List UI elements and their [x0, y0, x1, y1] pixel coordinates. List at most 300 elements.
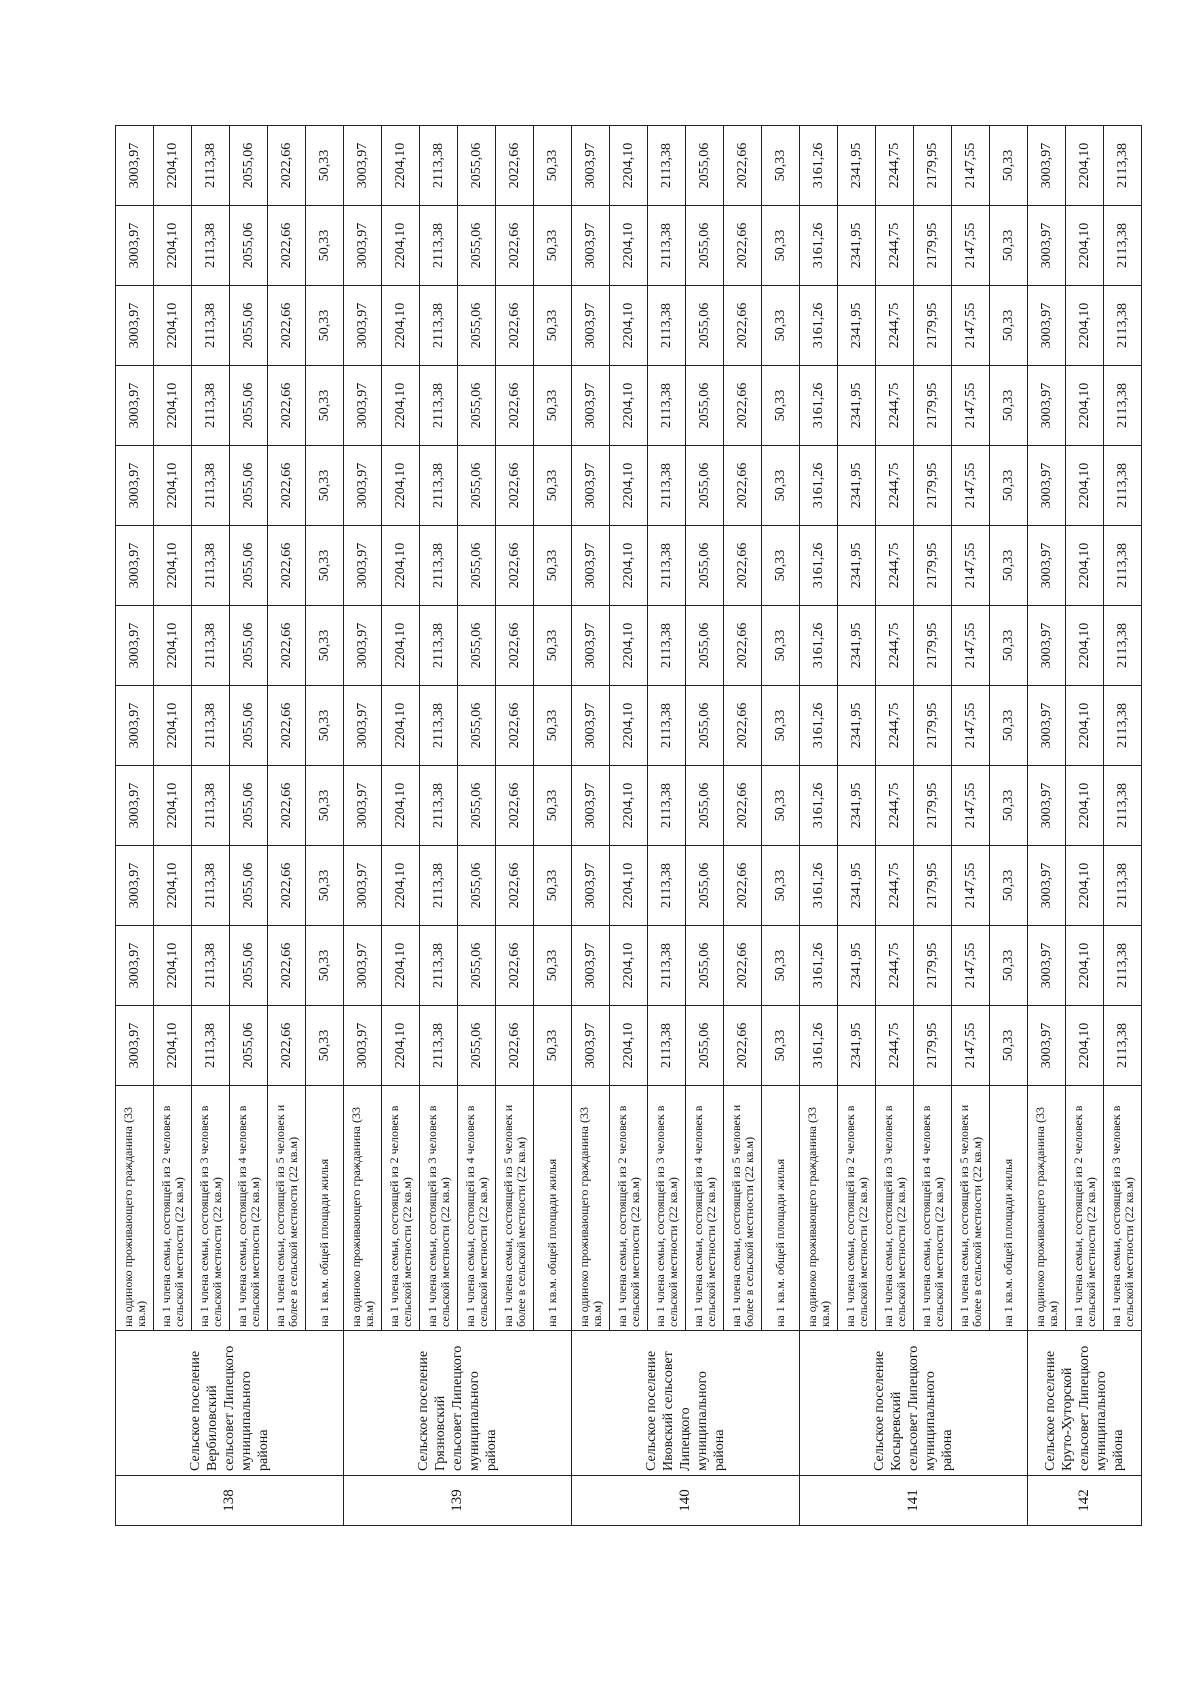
value-cell: 2113,38 — [648, 686, 686, 766]
row-number: 141 — [800, 1476, 1028, 1526]
value-cell: 2204,10 — [382, 206, 420, 286]
value-cell: 50,33 — [534, 286, 572, 366]
value-cell: 3003,97 — [116, 1006, 154, 1086]
table-body — [116, 126, 1142, 1526]
value-cell: 2179,95 — [914, 1006, 952, 1086]
value-cell: 50,33 — [534, 206, 572, 286]
value-cell: 50,33 — [990, 1006, 1028, 1086]
value-cell: 3003,97 — [344, 766, 382, 846]
value-cell: 50,33 — [990, 126, 1028, 206]
value-cell: 2022,66 — [724, 846, 762, 926]
value-cell: 2055,06 — [686, 1006, 724, 1086]
value-cell: 2022,66 — [496, 1006, 534, 1086]
value-cell: 2022,66 — [724, 206, 762, 286]
value-cell: 50,33 — [306, 846, 344, 926]
value-cell: 2022,66 — [268, 366, 306, 446]
value-cell: 2179,95 — [914, 846, 952, 926]
norm-description: на 1 члена семьи, состоящей из 3 человек в сельской местности (22 кв.м) — [876, 1086, 914, 1331]
value-cell: 2204,10 — [382, 1006, 420, 1086]
value-cell: 3003,97 — [344, 526, 382, 606]
value-cell: 2022,66 — [268, 686, 306, 766]
value-cell: 50,33 — [762, 126, 800, 206]
value-cell: 2113,38 — [420, 366, 458, 446]
value-cell: 2022,66 — [268, 846, 306, 926]
value-cell: 2113,38 — [648, 606, 686, 686]
value-cell: 2341,95 — [838, 286, 876, 366]
value-cell: 2055,06 — [686, 206, 724, 286]
value-cell: 2341,95 — [838, 926, 876, 1006]
value-cell: 2113,38 — [192, 206, 230, 286]
norm-description: на 1 члена семьи, состоящей из 5 человек и более в сельской местности (22 кв.м) — [724, 1086, 762, 1331]
value-cell: 50,33 — [990, 926, 1028, 1006]
value-cell: 2147,55 — [952, 766, 990, 846]
value-cell: 2204,10 — [154, 926, 192, 1006]
value-cell: 3003,97 — [572, 926, 610, 1006]
value-cell: 2204,10 — [1066, 606, 1104, 686]
value-cell: 2204,10 — [154, 526, 192, 606]
row-number: 142 — [1028, 1476, 1142, 1526]
value-cell: 3003,97 — [572, 1006, 610, 1086]
value-cell: 2113,38 — [420, 286, 458, 366]
value-cell: 2022,66 — [268, 206, 306, 286]
value-cell: 3161,26 — [800, 606, 838, 686]
norm-description: на одиноко проживающего гражданина (33 кв.м) — [800, 1086, 838, 1331]
value-cell: 2022,66 — [724, 1006, 762, 1086]
value-cell: 2055,06 — [230, 1006, 268, 1086]
value-cell: 2204,10 — [1066, 286, 1104, 366]
value-cell: 3003,97 — [116, 526, 154, 606]
norm-description: на 1 члена семьи, состоящей из 4 человек в сельской местности (22 кв.м) — [230, 1086, 268, 1331]
value-cell: 2244,75 — [876, 926, 914, 1006]
value-cell: 50,33 — [762, 366, 800, 446]
table-row — [230, 126, 268, 1526]
value-cell: 50,33 — [762, 846, 800, 926]
value-cell: 3003,97 — [116, 926, 154, 1006]
table-row — [458, 126, 496, 1526]
value-cell: 2055,06 — [458, 766, 496, 846]
value-cell: 2244,75 — [876, 686, 914, 766]
value-cell: 2055,06 — [686, 766, 724, 846]
value-cell: 3003,97 — [1028, 846, 1066, 926]
value-cell: 50,33 — [306, 926, 344, 1006]
value-cell: 50,33 — [534, 126, 572, 206]
value-cell: 3003,97 — [344, 446, 382, 526]
value-cell: 2113,38 — [192, 446, 230, 526]
value-cell: 2113,38 — [420, 846, 458, 926]
value-cell: 2113,38 — [192, 286, 230, 366]
value-cell: 2113,38 — [1104, 686, 1142, 766]
value-cell: 2204,10 — [154, 846, 192, 926]
value-cell: 50,33 — [762, 926, 800, 1006]
norm-description: на одиноко проживающего гражданина (33 кв.м) — [344, 1086, 382, 1331]
value-cell: 3003,97 — [344, 206, 382, 286]
value-cell: 2113,38 — [420, 526, 458, 606]
value-cell: 2055,06 — [686, 446, 724, 526]
value-cell: 50,33 — [762, 206, 800, 286]
value-cell: 2113,38 — [192, 846, 230, 926]
value-cell: 2204,10 — [610, 206, 648, 286]
table-row — [268, 126, 306, 1526]
value-cell: 2341,95 — [838, 766, 876, 846]
table-row — [382, 126, 420, 1526]
value-cell: 2113,38 — [648, 446, 686, 526]
value-cell: 2204,10 — [382, 526, 420, 606]
norm-description: на 1 кв.м. общей площади жилья — [534, 1086, 572, 1331]
norm-description: на одиноко проживающего гражданина (33 кв.м) — [116, 1086, 154, 1331]
value-cell: 50,33 — [762, 686, 800, 766]
norm-description: на 1 кв.м. общей площади жилья — [306, 1086, 344, 1331]
value-cell: 2341,95 — [838, 686, 876, 766]
value-cell: 3003,97 — [572, 286, 610, 366]
value-cell: 3003,97 — [1028, 366, 1066, 446]
value-cell: 2204,10 — [382, 766, 420, 846]
value-cell: 2147,55 — [952, 286, 990, 366]
value-cell: 2055,06 — [686, 846, 724, 926]
table-row — [496, 126, 534, 1526]
norm-description: на 1 члена семьи, состоящей из 4 человек в сельской местности (22 кв.м) — [914, 1086, 952, 1331]
value-cell: 2022,66 — [496, 766, 534, 846]
value-cell: 2055,06 — [458, 526, 496, 606]
value-cell: 3003,97 — [344, 606, 382, 686]
table-row — [914, 126, 952, 1526]
value-cell: 2022,66 — [496, 926, 534, 1006]
value-cell: 2204,10 — [382, 686, 420, 766]
value-cell: 2179,95 — [914, 286, 952, 366]
value-cell: 50,33 — [990, 606, 1028, 686]
value-cell: 3003,97 — [572, 526, 610, 606]
table-row — [572, 126, 610, 1526]
value-cell: 2022,66 — [268, 446, 306, 526]
value-cell: 3003,97 — [344, 686, 382, 766]
value-cell: 3161,26 — [800, 126, 838, 206]
value-cell: 2341,95 — [838, 846, 876, 926]
value-cell: 2204,10 — [610, 766, 648, 846]
value-cell: 3161,26 — [800, 286, 838, 366]
value-cell: 2055,06 — [458, 206, 496, 286]
value-cell: 2022,66 — [724, 366, 762, 446]
norm-description: на 1 члена семьи, состоящей из 2 человек в сельской местности (22 кв.м) — [382, 1086, 420, 1331]
value-cell: 2055,06 — [686, 606, 724, 686]
value-cell: 3161,26 — [800, 686, 838, 766]
value-cell: 2022,66 — [724, 606, 762, 686]
value-cell: 2055,06 — [230, 446, 268, 526]
value-cell: 3003,97 — [344, 286, 382, 366]
value-cell: 50,33 — [306, 286, 344, 366]
value-cell: 3003,97 — [1028, 526, 1066, 606]
table-row — [876, 126, 914, 1526]
value-cell: 2204,10 — [154, 606, 192, 686]
value-cell: 2204,10 — [1066, 686, 1104, 766]
value-cell: 2022,66 — [268, 926, 306, 1006]
value-cell: 2204,10 — [382, 606, 420, 686]
value-cell: 50,33 — [762, 766, 800, 846]
norm-description: на одиноко проживающего гражданина (33 кв.м) — [1028, 1086, 1066, 1331]
value-cell: 2204,10 — [1066, 846, 1104, 926]
value-cell: 2113,38 — [648, 846, 686, 926]
value-cell: 2147,55 — [952, 846, 990, 926]
value-cell: 2055,06 — [230, 206, 268, 286]
value-cell: 3003,97 — [116, 286, 154, 366]
value-cell: 2113,38 — [648, 526, 686, 606]
value-cell: 3003,97 — [1028, 206, 1066, 286]
value-cell: 2055,06 — [458, 286, 496, 366]
value-cell: 3161,26 — [800, 206, 838, 286]
value-cell: 3161,26 — [800, 766, 838, 846]
value-cell: 2055,06 — [458, 1006, 496, 1086]
value-cell: 3003,97 — [572, 206, 610, 286]
table-row — [762, 126, 800, 1526]
value-cell: 2113,38 — [420, 926, 458, 1006]
table-row — [154, 126, 192, 1526]
value-cell: 2113,38 — [1104, 126, 1142, 206]
table-row — [838, 126, 876, 1526]
value-cell: 50,33 — [534, 446, 572, 526]
value-cell: 2204,10 — [382, 446, 420, 526]
value-cell: 2204,10 — [1066, 766, 1104, 846]
value-cell: 2022,66 — [724, 446, 762, 526]
table-row — [990, 126, 1028, 1526]
value-cell: 3003,97 — [344, 366, 382, 446]
value-cell: 3003,97 — [344, 126, 382, 206]
value-cell: 3003,97 — [572, 846, 610, 926]
value-cell: 50,33 — [990, 766, 1028, 846]
value-cell: 2244,75 — [876, 846, 914, 926]
settlement-name: Сельское поселение Грязновский сельсовет Липецкого муниципального района — [344, 1331, 572, 1476]
value-cell: 2113,38 — [420, 206, 458, 286]
value-cell: 2179,95 — [914, 126, 952, 206]
row-number: 140 — [572, 1476, 800, 1526]
value-cell: 2055,06 — [458, 846, 496, 926]
value-cell: 2022,66 — [496, 846, 534, 926]
value-cell: 2147,55 — [952, 686, 990, 766]
table-row — [306, 126, 344, 1526]
value-cell: 3003,97 — [1028, 926, 1066, 1006]
value-cell: 2022,66 — [724, 526, 762, 606]
value-cell: 2055,06 — [686, 286, 724, 366]
value-cell: 2055,06 — [230, 766, 268, 846]
value-cell: 2204,10 — [1066, 926, 1104, 1006]
value-cell: 2113,38 — [1104, 286, 1142, 366]
value-cell: 50,33 — [990, 526, 1028, 606]
table-row — [724, 126, 762, 1526]
value-cell: 3003,97 — [344, 1006, 382, 1086]
value-cell: 2022,66 — [496, 606, 534, 686]
value-cell: 50,33 — [990, 286, 1028, 366]
value-cell: 2179,95 — [914, 606, 952, 686]
value-cell: 2113,38 — [192, 926, 230, 1006]
value-cell: 3003,97 — [116, 206, 154, 286]
value-cell: 2113,38 — [192, 686, 230, 766]
value-cell: 2204,10 — [1066, 206, 1104, 286]
value-cell: 2113,38 — [420, 606, 458, 686]
value-cell: 2055,06 — [458, 126, 496, 206]
value-cell: 50,33 — [990, 446, 1028, 526]
value-cell: 2204,10 — [1066, 446, 1104, 526]
value-cell: 2022,66 — [496, 446, 534, 526]
value-cell: 2204,10 — [610, 366, 648, 446]
value-cell: 2055,06 — [686, 366, 724, 446]
value-cell: 2204,10 — [610, 286, 648, 366]
value-cell: 50,33 — [990, 366, 1028, 446]
value-cell: 50,33 — [534, 766, 572, 846]
value-cell: 3161,26 — [800, 846, 838, 926]
value-cell: 2179,95 — [914, 206, 952, 286]
value-cell: 3161,26 — [800, 926, 838, 1006]
value-cell: 2113,38 — [1104, 446, 1142, 526]
table-row — [952, 126, 990, 1526]
value-cell: 2113,38 — [1104, 606, 1142, 686]
value-cell: 2022,66 — [268, 526, 306, 606]
value-cell: 3003,97 — [1028, 286, 1066, 366]
value-cell: 2022,66 — [268, 1006, 306, 1086]
norm-description: на 1 члена семьи, состоящей из 5 человек и более в сельской местности (22 кв.м) — [268, 1086, 306, 1331]
value-cell: 2204,10 — [610, 526, 648, 606]
value-cell: 2113,38 — [420, 686, 458, 766]
value-cell: 2113,38 — [1104, 206, 1142, 286]
table-row — [1066, 126, 1104, 1526]
value-cell: 50,33 — [762, 526, 800, 606]
value-cell: 2204,10 — [1066, 526, 1104, 606]
value-cell: 2113,38 — [1104, 766, 1142, 846]
value-cell: 2341,95 — [838, 206, 876, 286]
table-row — [800, 126, 838, 1526]
value-cell: 2204,10 — [382, 926, 420, 1006]
value-cell: 2055,06 — [686, 526, 724, 606]
value-cell: 2244,75 — [876, 766, 914, 846]
settlement-name: Сельское поселение Круто-Хуторской сельсовет Липецкого муниципального района — [1028, 1331, 1142, 1476]
row-number: 139 — [344, 1476, 572, 1526]
value-cell: 3003,97 — [1028, 766, 1066, 846]
value-cell: 2113,38 — [420, 126, 458, 206]
value-cell: 2055,06 — [230, 686, 268, 766]
value-cell: 2179,95 — [914, 766, 952, 846]
value-cell: 2055,06 — [458, 686, 496, 766]
value-cell: 2022,66 — [724, 686, 762, 766]
table-row — [648, 126, 686, 1526]
value-cell: 50,33 — [534, 366, 572, 446]
value-cell: 50,33 — [762, 1006, 800, 1086]
value-cell: 2055,06 — [230, 926, 268, 1006]
value-cell: 2179,95 — [914, 446, 952, 526]
value-cell: 2055,06 — [686, 686, 724, 766]
value-cell: 2341,95 — [838, 606, 876, 686]
value-cell: 50,33 — [762, 286, 800, 366]
value-cell: 3003,97 — [116, 366, 154, 446]
value-cell: 2113,38 — [192, 1006, 230, 1086]
value-cell: 3161,26 — [800, 1006, 838, 1086]
value-cell: 2113,38 — [192, 126, 230, 206]
value-cell: 2204,10 — [154, 766, 192, 846]
value-cell: 2204,10 — [154, 286, 192, 366]
value-cell: 2113,38 — [1104, 526, 1142, 606]
value-cell: 50,33 — [534, 526, 572, 606]
value-cell: 50,33 — [534, 686, 572, 766]
value-cell: 2113,38 — [648, 1006, 686, 1086]
value-cell: 3161,26 — [800, 366, 838, 446]
value-cell: 2113,38 — [648, 206, 686, 286]
value-cell: 2113,38 — [648, 286, 686, 366]
table-row — [1104, 126, 1142, 1526]
value-cell: 50,33 — [306, 446, 344, 526]
value-cell: 2055,06 — [458, 926, 496, 1006]
value-cell: 2055,06 — [230, 526, 268, 606]
settlement-name: Сельское поселение Ивовский сельсовет Липецкого муниципального района — [572, 1331, 800, 1476]
value-cell: 2055,06 — [230, 126, 268, 206]
value-cell: 2179,95 — [914, 926, 952, 1006]
value-cell: 50,33 — [534, 846, 572, 926]
norm-description: на 1 члена семьи, состоящей из 3 человек в сельской местности (22 кв.м) — [420, 1086, 458, 1331]
value-cell: 50,33 — [306, 766, 344, 846]
value-cell: 2244,75 — [876, 446, 914, 526]
settlement-name: Сельское поселение Вербиловский сельсовет Липецкого муниципального района — [116, 1331, 344, 1476]
tariff-table — [115, 125, 1142, 1526]
value-cell: 2022,66 — [496, 286, 534, 366]
value-cell: 2244,75 — [876, 206, 914, 286]
norm-description: на 1 члена семьи, состоящей из 3 человек в сельской местности (22 кв.м) — [1104, 1086, 1142, 1331]
value-cell: 2204,10 — [382, 126, 420, 206]
value-cell: 50,33 — [306, 526, 344, 606]
value-cell: 2204,10 — [610, 846, 648, 926]
value-cell: 2022,66 — [496, 686, 534, 766]
value-cell: 3003,97 — [116, 766, 154, 846]
norm-description: на 1 члена семьи, состоящей из 4 человек в сельской местности (22 кв.м) — [458, 1086, 496, 1331]
value-cell: 2113,38 — [192, 366, 230, 446]
row-number: 138 — [116, 1476, 344, 1526]
value-cell: 2204,10 — [154, 206, 192, 286]
value-cell: 2147,55 — [952, 926, 990, 1006]
value-cell: 3003,97 — [1028, 606, 1066, 686]
value-cell: 2022,66 — [496, 366, 534, 446]
value-cell: 2204,10 — [610, 1006, 648, 1086]
value-cell: 2341,95 — [838, 526, 876, 606]
value-cell: 3003,97 — [1028, 686, 1066, 766]
norm-description: на 1 члена семьи, состоящей из 3 человек в сельской местности (22 кв.м) — [648, 1086, 686, 1331]
value-cell: 2113,38 — [420, 446, 458, 526]
value-cell: 50,33 — [306, 1006, 344, 1086]
value-cell: 2204,10 — [1066, 1006, 1104, 1086]
value-cell: 2022,66 — [268, 766, 306, 846]
value-cell: 2113,38 — [648, 766, 686, 846]
value-cell: 3003,97 — [572, 686, 610, 766]
value-cell: 3003,97 — [116, 606, 154, 686]
table-row — [610, 126, 648, 1526]
norm-description: на 1 члена семьи, состоящей из 2 человек в сельской местности (22 кв.м) — [1066, 1086, 1104, 1331]
norm-description: на 1 члена семьи, состоящей из 3 человек в сельской местности (22 кв.м) — [192, 1086, 230, 1331]
value-cell: 2022,66 — [724, 286, 762, 366]
value-cell: 3003,97 — [572, 446, 610, 526]
value-cell: 2113,38 — [648, 126, 686, 206]
value-cell: 3161,26 — [800, 526, 838, 606]
value-cell: 2113,38 — [1104, 846, 1142, 926]
value-cell: 2055,06 — [458, 366, 496, 446]
value-cell: 2179,95 — [914, 526, 952, 606]
value-cell: 50,33 — [990, 686, 1028, 766]
value-cell: 2244,75 — [876, 1006, 914, 1086]
value-cell: 2113,38 — [648, 366, 686, 446]
value-cell: 2055,06 — [458, 606, 496, 686]
value-cell: 2204,10 — [154, 446, 192, 526]
value-cell: 2147,55 — [952, 1006, 990, 1086]
table-row — [344, 126, 382, 1526]
value-cell: 2055,06 — [230, 846, 268, 926]
value-cell: 2113,38 — [192, 606, 230, 686]
value-cell: 3003,97 — [572, 126, 610, 206]
value-cell: 2147,55 — [952, 606, 990, 686]
value-cell: 2113,38 — [1104, 366, 1142, 446]
value-cell: 2113,38 — [192, 526, 230, 606]
value-cell: 3003,97 — [572, 766, 610, 846]
value-cell: 2022,66 — [724, 126, 762, 206]
